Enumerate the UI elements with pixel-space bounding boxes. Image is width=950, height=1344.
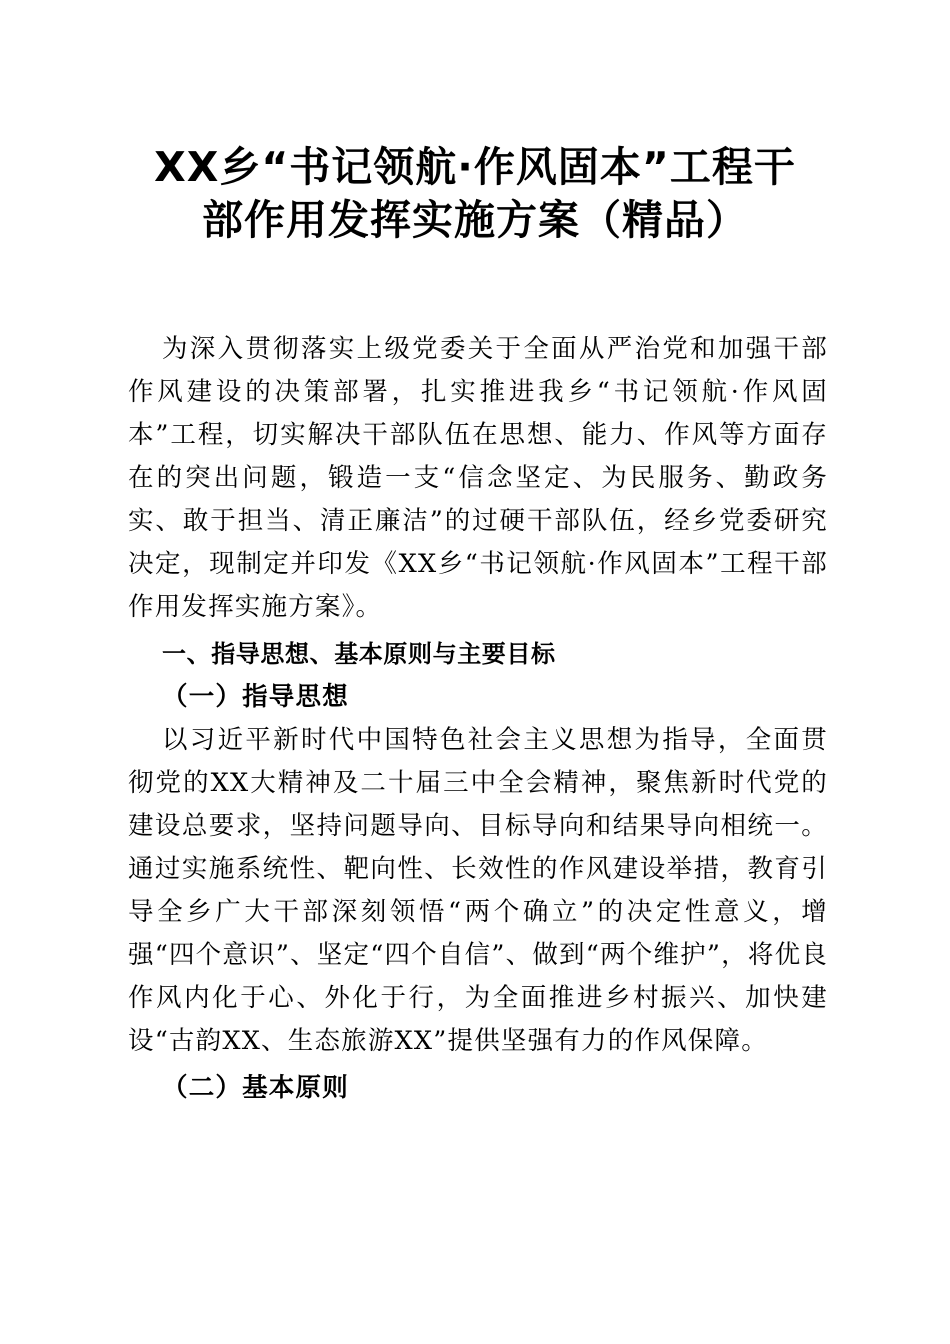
title-line-2: 部作用发挥实施方案（精品） [202,196,748,244]
subsection-heading-guiding-ideology: （一）指导思想 [162,682,349,712]
intro-paragraph: 为深入贯彻落实上级党委关于全面从严治党和加强干部作风建设的决策部署，扎实推进我乡“书记领航·作风固本”工程，切实解决干部队伍在思想、能力、作风等方面存在的突出问题，锻造一支“信念坚定、为民服务、勤政务实、敢于担当、清正廉洁”的过硬干部队伍，经乡党委研究决定，现制定并印发《XX乡“书记领航·作风固本”工程干部作用发挥实施方案》。 [128,334,828,622]
title-line-1: XX乡“书记领航·作风固本”工程干 [154,143,796,191]
section-heading-1: 一、指导思想、基本原则与主要目标 [162,640,556,668]
document-title [100,141,850,247]
document-body [128,328,828,1110]
guiding-ideology-paragraph: 以习近平新时代中国特色社会主义思想为指导，全面贯彻党的XX大精神及二十届三中全会精神，聚焦新时代党的建设总要求，坚持问题导向、目标导向和结果导向相统一。通过实施系统性、靶向性、长效性的作风建设举措，教育引导全乡广大干部深刻领悟“两个确立”的决定性意义，增强“四个意识”、坚定“四个自信”、做到“两个维护”，将优良作风内化于心、外化于行，为全面推进乡村振兴、加快建设“古韵XX、生态旅游XX”提供坚强有力的作风保障。 [128,725,828,1056]
subsection-heading-basic-principles: （二）基本原则 [162,1073,349,1103]
